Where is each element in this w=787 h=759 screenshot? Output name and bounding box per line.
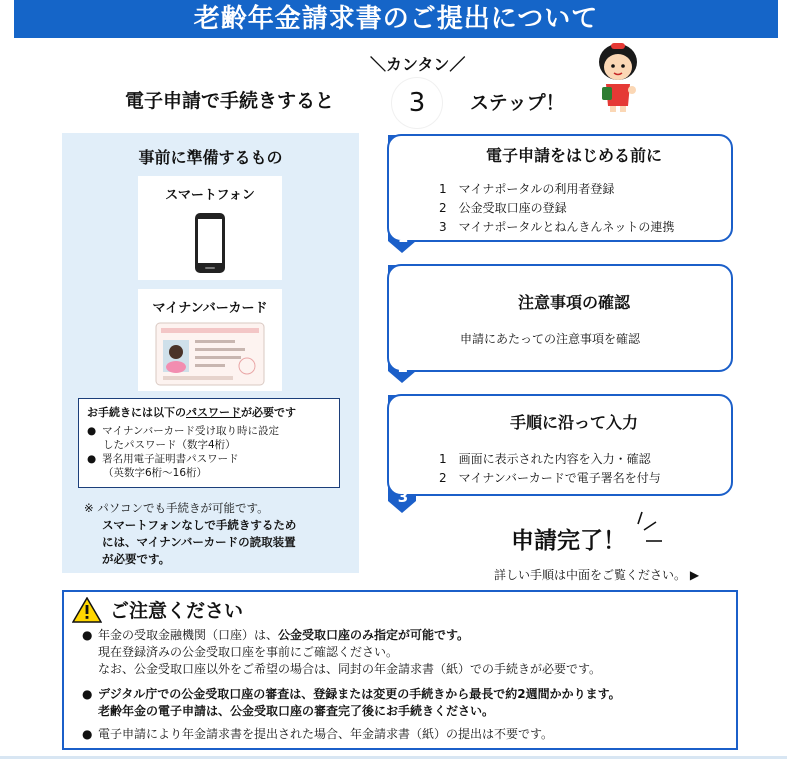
password-heading: お手続きには以下のパスワードが必要です bbox=[87, 406, 296, 419]
mynumber-card bbox=[138, 289, 282, 391]
page-title: 老齢年金請求書のご提出について bbox=[14, 0, 778, 38]
step-3-title: 手順に沿って入力 bbox=[509, 413, 638, 432]
smartphone-card bbox=[138, 176, 282, 280]
mynumber-card-icon bbox=[155, 322, 265, 386]
preparation-title: 事前に準備するもの bbox=[138, 148, 283, 167]
mynumber-label: マイナンバーカード bbox=[152, 301, 268, 316]
headline-left: 電子申請で手続きすると bbox=[125, 90, 335, 112]
step-1-card bbox=[387, 134, 733, 242]
caution-item-3: 電子申請により年金請求書を提出された場合、年金請求書（紙）の提出は不要です。 bbox=[98, 727, 554, 741]
caution-item-2: デジタル庁での公金受取口座の審査は、登録または変更の手続きから最長で約2週間かかります。 老齢年金の電子申請は、公金受取口座の審査完了後にお手続きください。 bbox=[98, 687, 621, 718]
step-2-label: ス テ ッ プ 2 bbox=[395, 270, 411, 376]
warning-icon bbox=[72, 597, 102, 623]
step-2-title: 注意事項の確認 bbox=[517, 293, 630, 312]
caution-box: ご注意ください ● 年金の受取金融機関（口座）は、公金受取口座のみ指定が可能です。 現在登録済みの公金受取口座を事前にご確認ください。 なお、公金受取口座以外をご希望の場合は、同封の年金請求書（紙）での手続きが必要です。 ● デジタル庁での公金受取口座の審査は、登録または変更の手続きから最長で約2週間かかります。 老齢年金の電子申請は、公金受取口座の審査完了後にお手続きください。 ● 電子申請により年金請求書を提出された場合、年金請求書（紙）の提出は不要です。 bbox=[62, 590, 738, 750]
step-1-label: ス テ ッ プ 1 bbox=[395, 140, 411, 246]
step-count-badge: 3 bbox=[392, 78, 442, 128]
emphasis-lines-icon bbox=[634, 510, 664, 544]
list-item: 申請にあたっての注意事項を確認 bbox=[460, 332, 641, 346]
list-item: ● マイナンバーカード受け取り時に設定 bbox=[87, 425, 279, 437]
caution-title: ご注意ください bbox=[72, 596, 243, 623]
headline-kantan: ＼カンタン／ bbox=[370, 55, 466, 74]
details-link[interactable]: 詳しい手順は中面をご覧ください。 ▶ bbox=[494, 568, 700, 582]
smartphone-icon bbox=[190, 211, 230, 275]
list-item: 2 マイナンバーカードで電子署名を付与 bbox=[439, 471, 661, 485]
list-item: 1 マイナポータルの利用者登録 bbox=[439, 182, 615, 196]
smartphone-label: スマートフォン bbox=[165, 188, 255, 203]
mascot-illustration bbox=[588, 40, 648, 112]
headline-right: ステップ！ bbox=[470, 92, 565, 114]
application-complete: 申請完了！ bbox=[511, 528, 626, 554]
list-item: 2 公金受取口座の登録 bbox=[439, 201, 567, 215]
password-keyword: パスワード bbox=[186, 406, 241, 419]
caution-item-1: 年金の受取金融機関（口座）は、公金受取口座のみ指定が可能です。 現在登録済みの公金受取口座を事前にご確認ください。 なお、公金受取口座以外をご希望の場合は、同封の年金請求書（紙）での手続きが必要です。 bbox=[98, 628, 602, 676]
pc-note: ※ パソコンでも手続きが可能です。 スマートフォンなしで手続きするため には、マイナンバーカードの読取装置 が必要です。 bbox=[84, 501, 297, 566]
list-item: 3 マイナポータルとねんきんネットの連携 bbox=[439, 220, 675, 234]
list-item: ● 署名用電子証明書パスワード bbox=[87, 453, 239, 465]
list-item: 1 画面に表示された内容を入力・確認 bbox=[439, 452, 651, 466]
password-requirements: お手続きには以下のパスワードが必要です ● マイナンバーカード受け取り時に設定 したパスワード（数字4桁） ● 署名用電子証明書パスワード （英数字6桁～16桁） bbox=[78, 398, 340, 488]
step-3-card bbox=[387, 394, 733, 496]
step-3-label: ス テ ッ プ 3 bbox=[395, 400, 411, 506]
step-2-card bbox=[387, 264, 733, 372]
step-1-title: 電子申請をはじめる前に bbox=[485, 146, 662, 165]
preparation-panel bbox=[62, 133, 359, 573]
